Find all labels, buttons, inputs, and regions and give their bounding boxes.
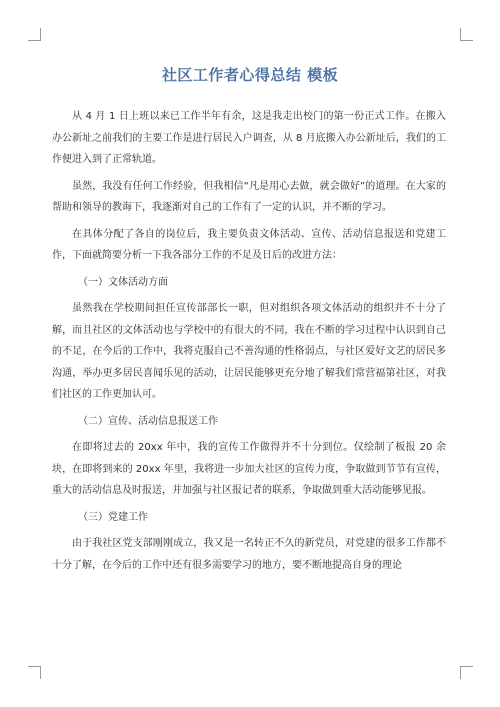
document-title: 社区工作者心得总结 模板 [161, 66, 339, 84]
section-heading-party: （三）党建工作 [78, 511, 148, 523]
paragraph-duties: 在具体分配了各自的岗位后，我主要负责文体活动、宣传、活动信息报送和党建工作，下面就简要分析一下我各部分工作的不足及日后的改进方法： [52, 228, 446, 261]
paragraph-intro: 从 4 月 1 日上班以来已工作半年有余，这是我走出校门的第一份正式工作。在搬入办公新址之前我们的主要工作是进行居民入户调查，从 8 月底搬入办公新址后，我们的工作便进入到了正常轨道。 [52, 111, 446, 165]
paragraph-publicity: 在即将过去的 20xx 年中，我的宣传工作做得并不十分到位。仅绘制了板报 20 余块，在即将到来的 20xx 年里，我将进一步加大社区的宣传力度，争取做到节节有宣传，重大的活动信息及时报送，并加强与社区报记者的联系，争取做到重大活动能够见报。 [52, 442, 446, 496]
crop-mark-bottom-right [460, 666, 473, 679]
document-body [52, 106, 446, 581]
paragraph-culture: 虽然我在学校期间担任宣传部部长一职，但对组织各项文体活动的组织并不十分了解，而且社区的文体活动也与学校中的有很大的不同，我在不断的学习过程中认识到自己的不足，在今后的工作中，我将克服自己不善沟通的性格弱点，与社区爱好文艺的居民多沟通，举办更多居民喜闻乐见的活动，让居民能够更充分地了解我们常营福第社区，对我们社区的工作更加认可。 [52, 303, 446, 400]
section-heading-publicity: （二）宣传、活动信息报送工作 [78, 415, 218, 427]
crop-mark-top-right [460, 28, 473, 41]
crop-mark-top-left [28, 28, 41, 41]
paragraph-party: 由于我社区党支部刚刚成立，我又是一名转正不久的新党员，对党建的很多工作都不十分了解，在今后的工作中还有很多需要学习的地方，要不断地提高自身的理论 [52, 538, 446, 571]
paragraph-experience: 虽然，我没有任何工作经验，但我相信“凡是用心去做，就会做好”的道理。在大家的帮助和领导的教诲下，我逐渐对自己的工作有了一定的认识，并不断的学习。 [52, 180, 446, 213]
crop-mark-bottom-left [28, 666, 41, 679]
section-heading-culture: （一）文体活动方面 [78, 276, 168, 288]
